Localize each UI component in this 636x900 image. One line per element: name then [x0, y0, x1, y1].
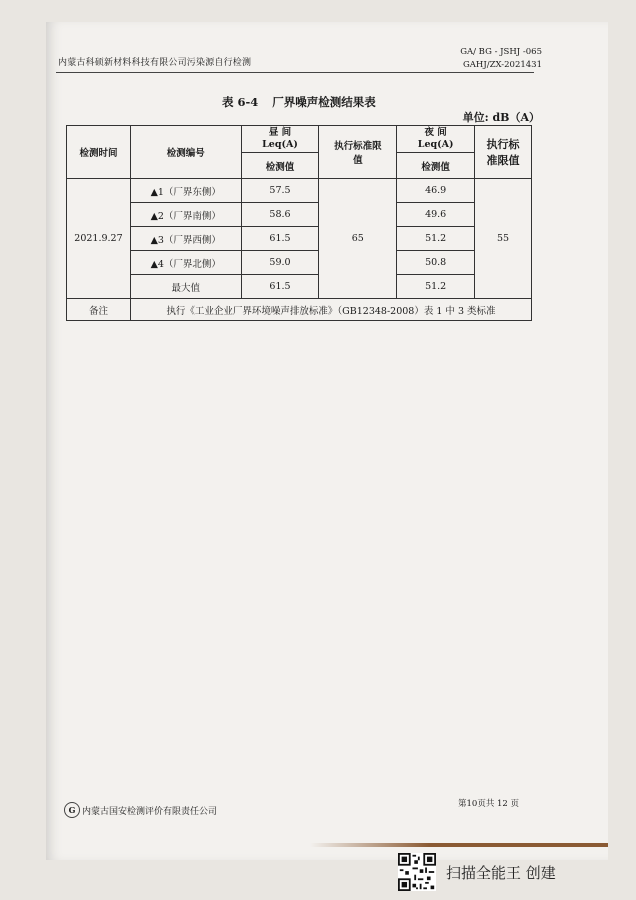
day-value: 61.5 [241, 227, 319, 251]
night-value: 50.8 [397, 251, 475, 275]
table-row [67, 227, 532, 251]
header-company: 内蒙古科硕新材料科技有限公司污染源自行检测 [58, 58, 252, 68]
header-divider [56, 72, 534, 73]
header-day-leq: Leq(A) [262, 139, 298, 150]
table-row [67, 203, 532, 227]
night-value: 51.2 [397, 227, 475, 251]
header-day-value: 检测值 [241, 153, 319, 179]
company-logo: G [64, 802, 80, 818]
header-night-value: 检测值 [397, 153, 475, 179]
table-number: 表 6-4 [222, 95, 259, 109]
remark-label: 备注 [67, 299, 131, 321]
day-value: 59.0 [241, 251, 319, 275]
point-id: ▲3（厂界西侧） [130, 227, 241, 251]
night-value: 51.2 [397, 275, 475, 299]
header-day-label: 昼 间 [268, 127, 292, 138]
header-time: 检测时间 [67, 126, 131, 179]
day-value: 61.5 [241, 275, 319, 299]
table-title [222, 94, 376, 110]
unit-label: 单位: dB（A） [462, 111, 540, 124]
remark-row [67, 299, 532, 321]
header-night [397, 126, 475, 153]
header-night-label: 夜 间 [424, 127, 447, 138]
table-row [67, 251, 532, 275]
table-header-row [67, 126, 532, 153]
day-value: 58.6 [241, 203, 319, 227]
header-night-standard: 执行标准限值 [475, 126, 532, 179]
night-value: 49.6 [397, 203, 475, 227]
header-id: 检测编号 [130, 126, 241, 179]
footer-company [64, 802, 217, 818]
header-code-2: GAHJ/ZX-2021431 [463, 60, 542, 70]
day-limit: 65 [319, 179, 397, 299]
qr-code-icon [398, 853, 436, 891]
header-night-leq: Leq(A) [417, 139, 454, 150]
night-limit: 55 [475, 179, 532, 299]
table-row-max [67, 275, 532, 299]
noise-results-table [66, 125, 532, 321]
table-title-text: 厂界噪声检测结果表 [272, 95, 376, 109]
scanner-watermark: 扫描全能王 创建 [446, 864, 556, 882]
header-doc-codes [460, 46, 542, 72]
point-id: ▲4（厂界北侧） [130, 251, 241, 275]
footer-company-name: 内蒙古国安检测评价有限责任公司 [82, 806, 218, 817]
remark-text: 执行《工业企业厂界环境噪声排放标准》（GB12348-2008）表 1 中 3 类标准 [130, 299, 531, 321]
header-day [241, 126, 319, 153]
day-value: 57.5 [241, 179, 319, 203]
point-id: ▲2（厂界南侧） [130, 203, 241, 227]
header-code-1: GA/ BG - JSHJ -065 [460, 47, 542, 57]
header-day-standard: 执行标准限值 [319, 126, 397, 179]
scan-edge-band [310, 843, 608, 847]
table-row [67, 179, 532, 203]
point-id: ▲1（厂界东侧） [130, 179, 241, 203]
date-cell: 2021.9.27 [67, 179, 131, 299]
point-id: 最大值 [130, 275, 241, 299]
page-number: 第10页共 12 页 [458, 799, 520, 809]
night-value: 46.9 [397, 179, 475, 203]
